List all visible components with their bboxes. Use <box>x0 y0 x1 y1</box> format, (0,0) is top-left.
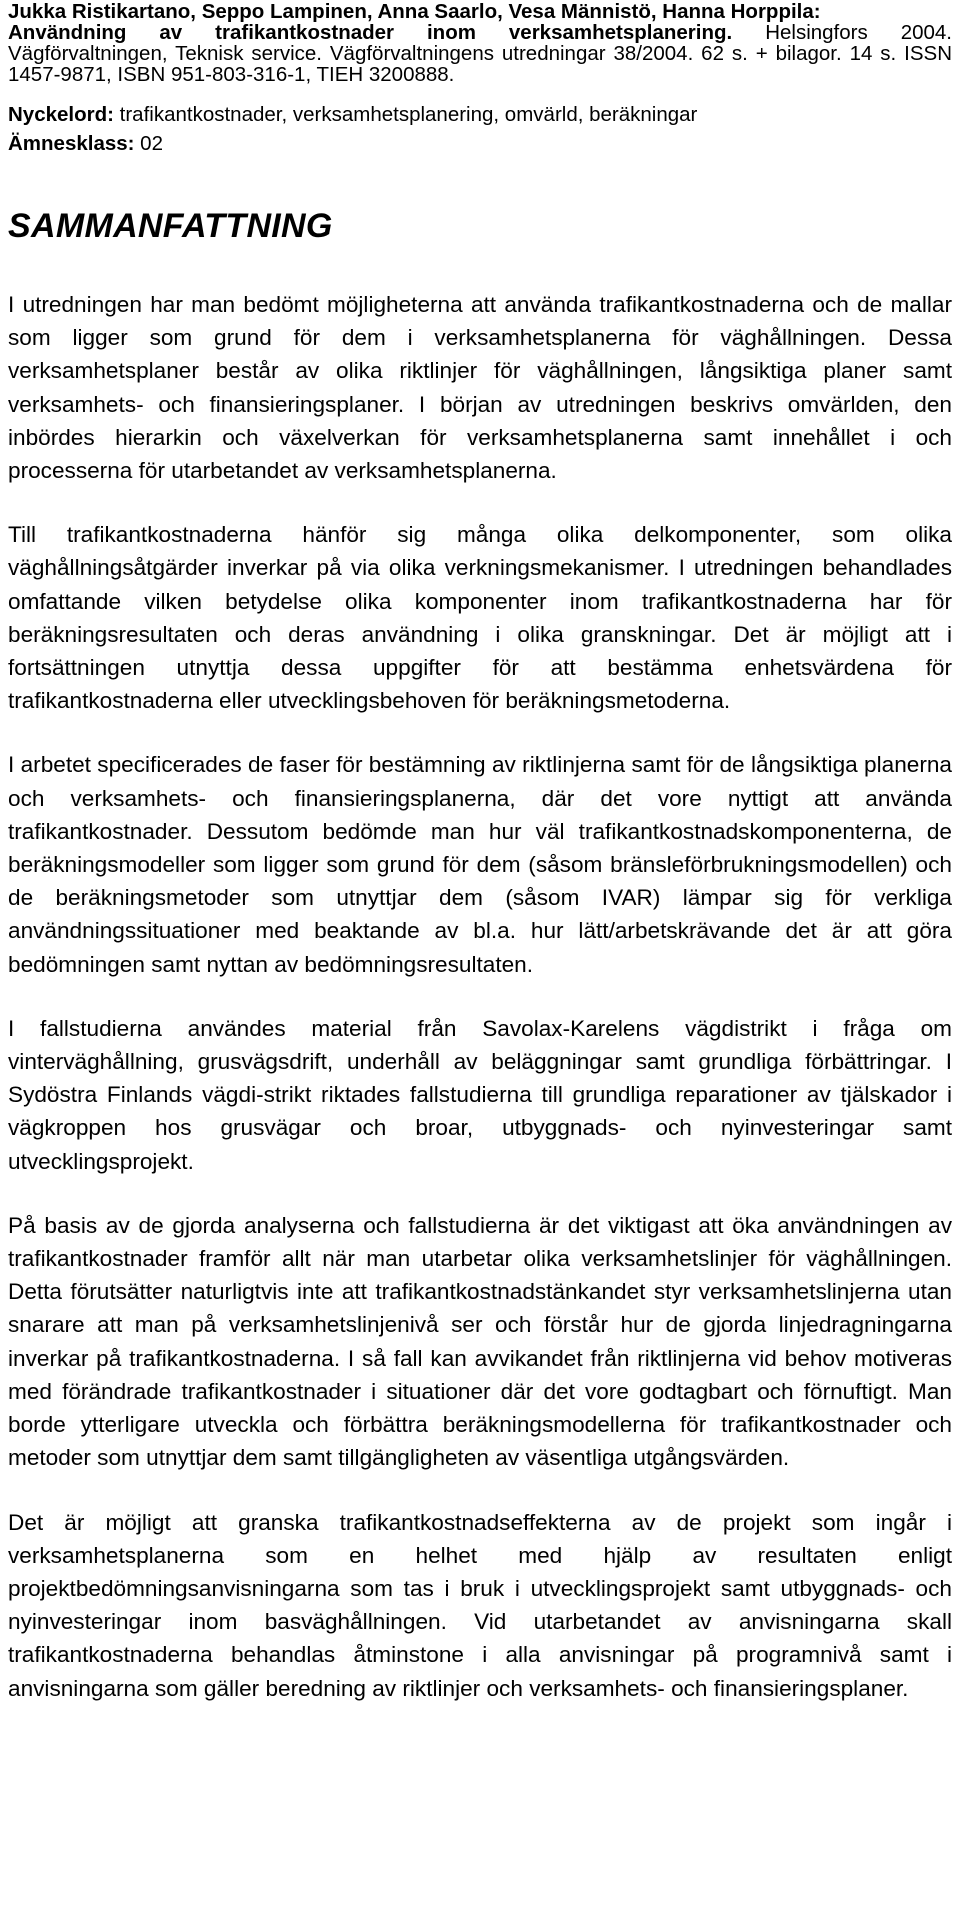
section-heading: SAMMANFATTNING <box>8 207 333 245</box>
subject-class-line <box>8 129 952 158</box>
summary-paragraph: I fallstudierna användes material från Savolax-Karelens vägdistrikt i fråga om vinterväghållning, grusvägsdrift, underhåll av beläggningar samt grundliga förbättringar. I Sydöstra Finlands vägdi-strikt riktades fallstudierna till grundliga reparationer av tjälskador i vägkroppen hos grusvägar och broar, utbyggnads- och nyinvesteringar samt utvecklingsprojekt. <box>8 1015 952 1174</box>
summary-paragraph: Det är möjligt att granska trafikantkostnadseffekterna av de projekt som ingår i verksamhetsplanerna som en helhet med hjälp av resultaten enligt projektbedömningsanvisningarna som tas i bruk i utvecklingsprojekt samt utbyggnads- och nyinvesteringar inom basväghållningen. Vid utarbetandet av anvisningarna skall trafikantkostnaderna behandlas åtminstone i alla anvisningar på programnivå samt i anvisningarna som gäller beredning av riktlinjer och verksamhets- och finansieringsplaner. <box>8 1509 952 1701</box>
summary-paragraph: I arbetet specificerades de faser för bestämning av riktlinjerna samt för de långsiktiga planerna och verksamhets- och finansieringsplanerna, där det vore nyttigt att använda trafikantkostnader. Dessutom bedömde man hur väl trafikantkostnadskomponenterna, de beräkningsmodeller som ligger som grund för dem (såsom bränsleförbrukningsmodellen) och de beräkningsmetoder som utnyttjar dem (såsom IVAR) lämpar sig för verkliga användningssituationer med beaktande av bl.a. hur lätt/arbetskrävande det är att göra bedömningen samt nyttan av bedömningsresultaten. <box>8 752 952 977</box>
publication-details: Helsingfors 2004. Vägförvaltningen, Teknisk service. Vägförvaltningens utredningar 38/2004. 62 s. + bilagor. 14 s. ISSN 1457-9871, ISBN 951-803-316-1, TIEH 3200888. <box>8 21 952 86</box>
document-metadata <box>8 100 952 158</box>
keywords-label: Nyckelord: <box>8 103 114 126</box>
keywords-line <box>8 100 952 129</box>
report-title: Användning av trafikantkostnader inom verksamhetsplanering. <box>8 21 733 44</box>
subject-class-value: 02 <box>134 132 163 155</box>
summary-paragraph: På basis av de gjorda analyserna och fallstudierna är det viktigast att öka användningen av trafikantkostnader framför allt när man utarbetar olika verksamhetslinjer för väghållningen. Detta förutsätter naturligtvis inte att trafikantkostnadstänkandet styr verksamhetslinjerna utan snarare att man på verksamhetslinjenivå ser och förstår hur de gjorda linjedragningarna inverkar på trafikantkostnaderna. I så fall kan avvikandet från riktlinjerna vid behov motiveras med förändrade trafikantkostnader i situationer där det vore godtagbart och förnuftigt. Man borde ytterligare utveckla och förbättra beräkningsmodellerna för trafikantkostnader och metoder som utnyttjar dem samt tillgängligheten av väsentliga utgångsvärden. <box>8 1212 952 1471</box>
bibliographic-reference <box>8 1 952 85</box>
keywords-value: trafikantkostnader, verksamhetsplanering, omvärld, beräkningar <box>113 103 698 126</box>
document-page <box>8 0 952 1705</box>
author-list: Jukka Ristikartano, Seppo Lampinen, Anna Saarlo, Vesa Männistö, Hanna Horppila: <box>8 0 821 23</box>
subject-class-label: Ämnesklass: <box>8 132 135 155</box>
summary-paragraph: Till trafikantkostnaderna hänför sig många olika delkomponenter, som olika väghållningsåtgärder inverkar på via olika verkningsmekanismer. I utredningen behandlades omfattande vilken betydelse olika komponenter inom trafikantkostnaderna har för beräkningsresultaten och deras användning i olika granskningar. Det är möjligt att i fortsättningen utnyttja dessa uppgifter för att bestämma enhetsvärdena för trafikantkostnaderna eller utvecklingsbehoven för beräkningsmetoderna. <box>8 522 952 714</box>
summary-paragraph: I utredningen har man bedömt möjligheterna att använda trafikantkostnaderna och de mallar som ligger som grund för dem i verksamhetsplanerna för väghållningen. Dessa verksamhetsplaner består av olika riktlinjer för väghållningen, långsiktiga planer samt verksamhets- och finansieringsplaner. I början av utredningen beskrivs omvärlden, den inbördes hierarkin och växelverkan för verksamhetsplanerna samt innehållet i och processerna för utarbetandet av verksamhetsplanerna. <box>8 292 952 484</box>
